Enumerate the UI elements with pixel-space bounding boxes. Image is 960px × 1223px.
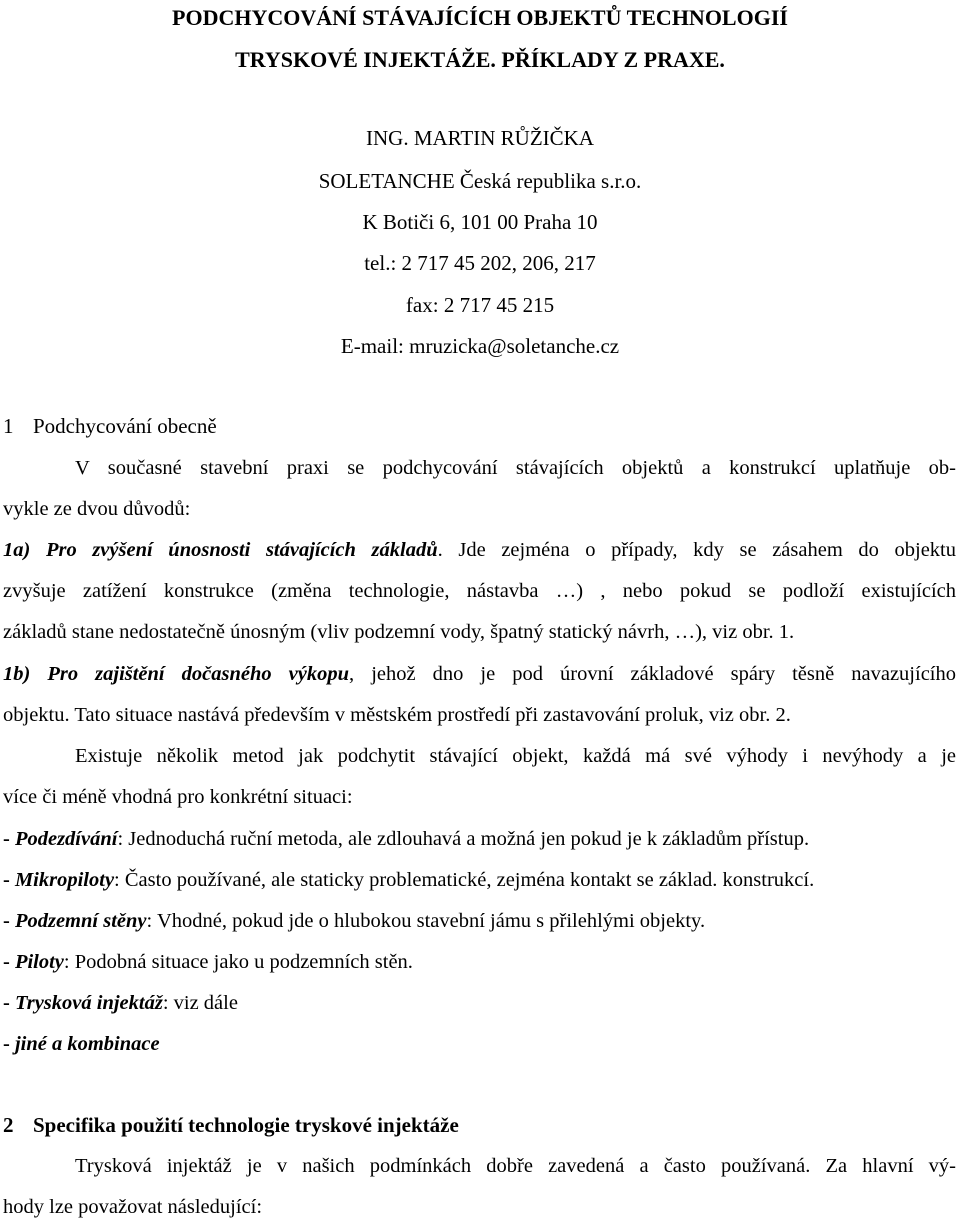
paragraph-section-2-line-1: Trysková injektáž je v našich podmínkách dobře zavedená a často používaná. Za hlavní vý- [75, 1155, 956, 1177]
author-phone: tel.: 2 717 45 202, 206, 217 [364, 251, 596, 275]
method-description: : Podobná situace jako u podzemních stěn. [63, 951, 413, 973]
method-description: : Často používané, ale staticky problematické, zejména kontakt se základ. konstrukcí. [114, 869, 815, 891]
document-title-line-2: TRYSKOVÉ INJEKTÁŽE. PŘÍKLADY Z PRAXE. [235, 47, 725, 72]
list-item: - Trysková injektáž: viz dále [3, 992, 238, 1014]
method-description: : Vhodné, pokud jde o hlubokou stavební jámu s přilehlými objekty. [146, 910, 706, 932]
paragraph-1a-label: 1a) Pro zvýšení únosnosti stávajících základů [3, 539, 438, 561]
document-title-line-1: PODCHYCOVÁNÍ STÁVAJÍCÍCH OBJEKTŮ TECHNOLOGIÍ [172, 5, 788, 30]
author-fax: fax: 2 717 45 215 [405, 293, 555, 317]
method-name: jiné a kombinace [14, 1033, 160, 1055]
method-description: : viz dále [162, 992, 238, 1014]
paragraph-1a-line-3: základů stane nedostatečně únosným (vliv podzemní vody, špatný statický návrh, …), viz obr. 1. [3, 621, 795, 643]
paragraph-1a-text: . Jde zejména o případy, kdy se zásahem do objektu [437, 539, 956, 561]
paragraph-1b-line-1 [3, 661, 956, 687]
paragraph-1b-line-2: objektu. Tato situace nastává především v městském prostředí při zastavování proluk, viz obr. 2. [3, 704, 791, 726]
section-1-number: 1 [3, 414, 14, 438]
list-item: - jiné a kombinace [3, 1033, 160, 1055]
section-2-heading [3, 1112, 956, 1138]
section-2-number: 2 [3, 1113, 14, 1137]
paragraph-methods-line-2: více či méně vhodná pro konkrétní situaci: [3, 786, 353, 808]
paragraph-methods-line-1: Existuje několik metod jak podchytit stávající objekt, každá má své výhody i nevýhody a je [75, 745, 956, 767]
list-item: - Podezdívání: Jednoduchá ruční metoda, ale zdlouhavá a možná jen pokud je k základům přístup. [3, 828, 810, 850]
author-address: K Botiči 6, 101 00 Praha 10 [362, 210, 598, 234]
paragraph-1b-label: 1b) Pro zajištění dočasného výkopu [3, 663, 350, 685]
author-email: E-mail: mruzicka@soletanche.cz [340, 334, 620, 358]
paragraph-intro-line-1: V současné stavební praxi se podchycování stávajících objektů a konstrukcí uplatňuje ob- [75, 457, 956, 479]
paragraph-1a-line-2: zvyšuje zatížení konstrukce (změna technologie, nástavba …) , nebo pokud se podloží existujících [3, 580, 956, 602]
section-2-title: Specifika použití technologie tryskové injektáže [33, 1113, 459, 1137]
paragraph-intro-line-2: vykle ze dvou důvodů: [3, 498, 191, 520]
author-company: SOLETANCHE Česká republika s.r.o. [318, 169, 642, 193]
paragraph-section-2-line-2: hody lze považovat následující: [3, 1196, 263, 1218]
section-1-title: Podchycování obecně [33, 414, 217, 438]
method-description: : Jednoduchá ruční metoda, ale zdlouhavá a možná jen pokud je k základům přístup. [117, 828, 810, 850]
paragraph-1b-text: , jehož dno je pod úrovní základové spáry těsně navazujícího [349, 663, 956, 685]
method-name: Trysková injektáž [14, 992, 163, 1014]
method-name: Podezdívání [14, 828, 118, 850]
method-name: Mikropiloty [14, 869, 115, 891]
author-name: ING. MARTIN RŮŽIČKA [366, 126, 594, 150]
method-name: Podzemní stěny [14, 910, 147, 932]
list-item: - Piloty: Podobná situace jako u podzemních stěn. [3, 951, 413, 973]
paragraph-1a-line-1 [3, 537, 956, 563]
method-name: Piloty [14, 951, 64, 973]
section-1-heading [3, 413, 956, 439]
list-item: - Mikropiloty: Často používané, ale staticky problematické, zejména kontakt se základ. konstrukcí. [3, 869, 815, 891]
list-item: - Podzemní stěny: Vhodné, pokud jde o hlubokou stavební jámu s přilehlými objekty. [3, 910, 706, 932]
